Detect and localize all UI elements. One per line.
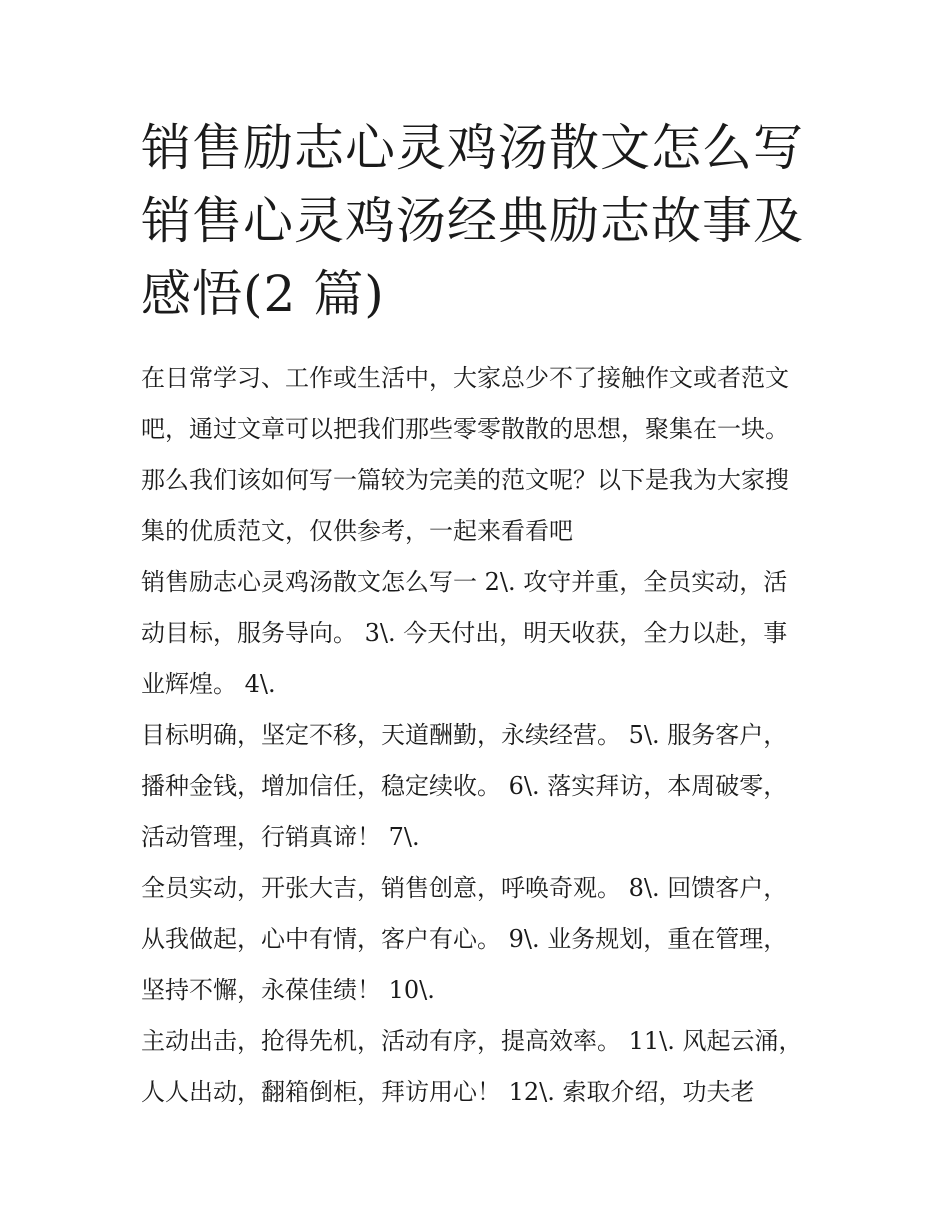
- text-line: 业辉煌。 4\.: [141, 670, 276, 698]
- text-line: 在日常学习、工作或生活中，大家总少不了接触作文或者范文: [141, 364, 789, 392]
- paragraph-intro: [141, 353, 821, 557]
- text-line: 从我做起，心中有情，客户有心。 9\. 业务规划，重在管理，: [141, 925, 788, 953]
- text-line: 主动出击，抢得先机，活动有序，提高效率。 11\. 风起云涌，: [141, 1027, 803, 1055]
- title-line: 销售心灵鸡汤经典励志故事及: [141, 192, 804, 250]
- text-line: 播种金钱，增加信任，稳定续收。 6\. 落实拜访，本周破零，: [141, 772, 788, 800]
- text-line: 人人出动，翻箱倒柜，拜访用心！ 12\. 索取介绍，功夫老: [141, 1078, 755, 1106]
- paragraph: [141, 557, 821, 710]
- paragraph: [141, 710, 821, 863]
- paragraph: [141, 1016, 821, 1118]
- paragraph: [141, 863, 821, 1016]
- text-line: 那么我们该如何写一篇较为完美的范文呢？以下是我为大家搜: [141, 466, 789, 494]
- document-body: [141, 353, 821, 1118]
- title-line: 销售励志心灵鸡汤散文怎么写: [141, 119, 804, 177]
- title-line: 感悟(2 篇): [141, 265, 385, 323]
- text-line: 动目标，服务导向。 3\. 今天付出，明天收获，全力以赴，事: [141, 619, 788, 647]
- text-line: 坚持不懈，永葆佳绩！ 10\.: [141, 976, 435, 1004]
- text-line: 销售励志心灵鸡汤散文怎么写一 2\. 攻守并重，全员实动，活: [141, 568, 788, 596]
- document-page: [141, 112, 821, 1118]
- text-line: 吧，通过文章可以把我们那些零零散散的思想，聚集在一块。: [141, 415, 789, 443]
- document-title: [141, 112, 821, 331]
- text-line: 全员实动，开张大吉，销售创意，呼唤奇观。 8\. 回馈客户，: [141, 874, 788, 902]
- text-line: 活动管理，行销真谛！ 7\.: [141, 823, 420, 851]
- text-line: 目标明确，坚定不移，天道酬勤，永续经营。 5\. 服务客户，: [141, 721, 788, 749]
- text-line: 集的优质范文，仅供参考，一起来看看吧: [141, 517, 573, 545]
